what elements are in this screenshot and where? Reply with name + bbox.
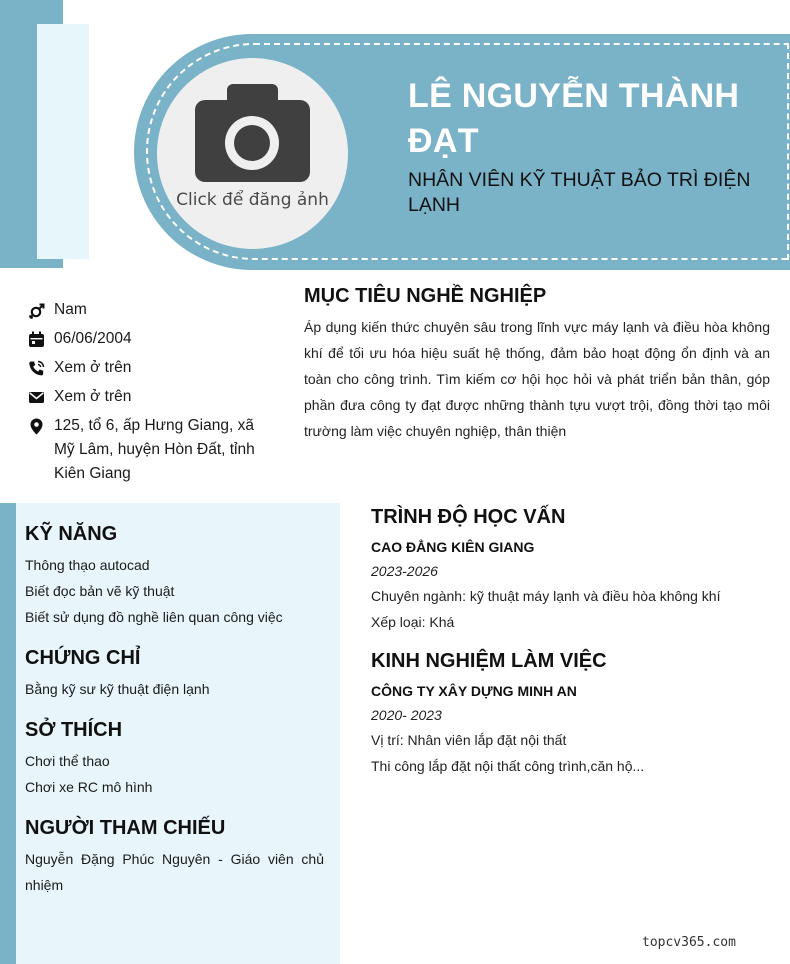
- certificates-title: CHỨNG CHỈ: [25, 647, 141, 669]
- education-period: 2023-2026: [371, 563, 438, 579]
- career-objective-section: [304, 282, 770, 444]
- education-title: TRÌNH ĐỘ HỌC VẤN: [371, 506, 566, 528]
- experience-title: KINH NGHIỆM LÀM VIỆC: [371, 650, 607, 672]
- hobbies-section: [25, 716, 324, 800]
- experience-section: [371, 647, 771, 779]
- envelope-icon: [28, 389, 45, 406]
- certificates-section: [25, 644, 324, 702]
- main-column: [371, 503, 771, 791]
- references-section: [25, 814, 324, 898]
- hobby-item: Chơi thể thao: [25, 753, 110, 769]
- contact-address-text: 125, tổ 6, ấp Hưng Giang, xã Mỹ Lâm, huyện Hòn Đất, tỉnh Kiên Giang: [54, 417, 255, 482]
- candidate-role: NHÂN VIÊN KỸ THUẬT BẢO TRÌ ĐIỆN LẠNH: [408, 169, 751, 216]
- certificate-item: Bằng kỹ sư kỹ thuật điện lạnh: [25, 681, 210, 697]
- experience-company: CÔNG TY XÂY DỰNG MINH AN: [371, 683, 577, 699]
- camera-icon[interactable]: [195, 82, 310, 182]
- education-major: Chuyên ngành: kỹ thuật máy lạnh và điều hòa không khí: [371, 588, 721, 604]
- reference-item: Nguyễn Đặng Phúc Nguyên - Giáo viên chủ nhiệm: [25, 851, 324, 893]
- career-objective-title: MỤC TIÊU NGHỀ NGHIỆP: [304, 285, 547, 307]
- sidebar-accent-bar: [0, 503, 16, 964]
- education-school: CAO ĐẲNG KIÊN GIANG: [371, 539, 535, 555]
- education-rank: Xếp loại: Khá: [371, 614, 455, 630]
- education-section: [371, 503, 771, 635]
- career-objective-body: Áp dụng kiến thức chuyên sâu trong lĩnh vực máy lạnh và điều hòa không khí để tối ưu hóa hiệu suất hệ thống, đảm bảo hoạt động ổn định và an toàn cho công trình. Tìm kiếm cơ hội học hỏi và phát triển bản thân, góp phần đưa công ty đạt được những thành tựu vượt trội, đồng thời tạo môi trường làm việc chuyên nghiệp, thân thiện: [304, 319, 770, 439]
- experience-period: 2020- 2023: [371, 707, 442, 723]
- skill-item: Biết đọc bản vẽ kỹ thuật: [25, 583, 175, 599]
- contact-address: [28, 414, 278, 486]
- contact-email-text: Xem ở trên: [54, 388, 132, 405]
- calendar-icon: [28, 331, 45, 348]
- contact-birthday-text: 06/06/2004: [54, 330, 132, 347]
- hobby-item: Chơi xe RC mô hình: [25, 779, 153, 795]
- references-title: NGƯỜI THAM CHIẾU: [25, 817, 226, 839]
- map-pin-icon: [28, 418, 45, 435]
- experience-description: Thi công lắp đặt nội thất công trình,căn hộ...: [371, 758, 645, 774]
- phone-icon: [28, 360, 45, 377]
- skill-item: Thông thạo autocad: [25, 557, 150, 573]
- contact-gender: [28, 298, 278, 322]
- contact-phone: [28, 356, 278, 380]
- contact-birthday: [28, 327, 278, 351]
- skill-item: Biết sử dụng đồ nghề liên quan công việc: [25, 609, 283, 625]
- hobbies-title: SỞ THÍCH: [25, 719, 123, 741]
- contact-info: [28, 298, 278, 491]
- contact-phone-text: Xem ở trên: [54, 359, 132, 376]
- skills-section: [25, 520, 324, 630]
- sidebar-content: [25, 520, 324, 904]
- gender-icon: [28, 302, 45, 319]
- contact-gender-text: Nam: [54, 301, 87, 318]
- skills-title: KỸ NĂNG: [25, 523, 118, 545]
- header-accent-inner: [37, 24, 89, 259]
- photo-upload-label[interactable]: Click để đăng ảnh: [176, 190, 329, 210]
- watermark: topcv365.com: [642, 935, 736, 950]
- candidate-name: LÊ NGUYỄN THÀNH ĐẠT: [408, 77, 740, 160]
- contact-email: [28, 385, 278, 409]
- experience-position: Vị trí: Nhân viên lắp đặt nội thất: [371, 732, 567, 748]
